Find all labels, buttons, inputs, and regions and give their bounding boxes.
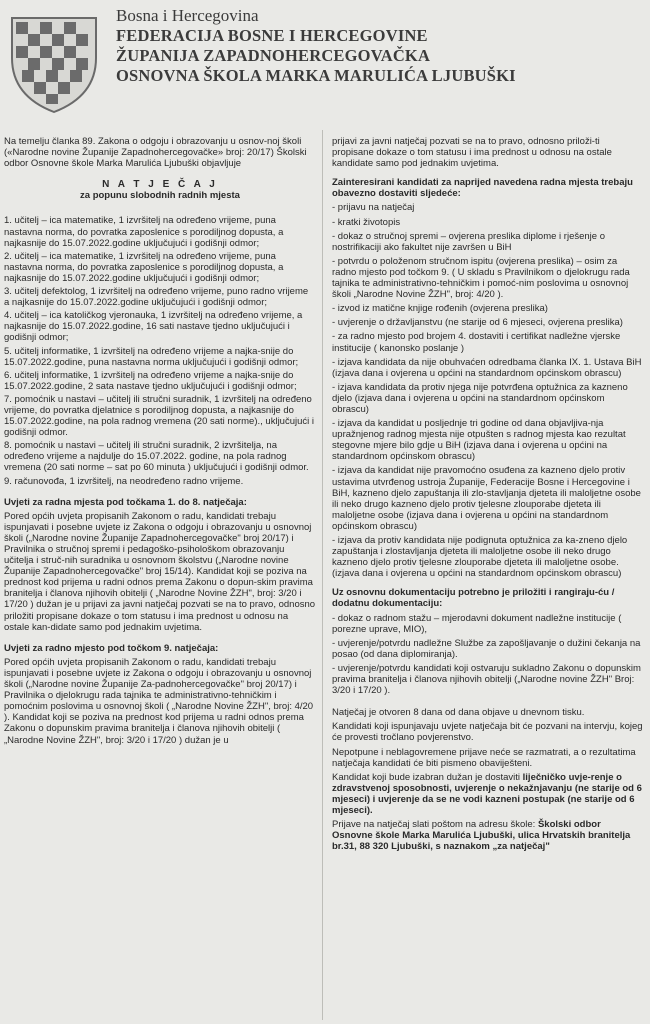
position-item: 6. učitelj informatike, 1 izvršitelj na određeno vrijeme a najka-snije do 15.07.2022.godine, 2 sata nastave tjedno uključujući i godišnji odmor; [4,369,297,392]
selected-candidate-docs: liječničko uvje-renje o zdravstvenoj sposobnosti, uvjerenje o nekažnjavanju (ne starije od 6 mjeseci) i uvjerenje da se ne vodi kazneni postupak (ne starije od 6 mjeseci). [332,771,642,816]
conditions-9-continued: prijavi za javni natječaj pozvati se na to pravo, odnosno priloži-ti propisane dokaze o tom statusu i ima prednost u odnosu na ostale kandidate samo pod jednakim uvjetima. [332,136,612,170]
position-item: 1. učitelj – ica matematike, 1 izvršitelj na određeno vrijeme, puna nastavna norma, do povratka zaposlenice s porodiljnog dopusta, a najkasnije do 15.07.2022.godine uključujući i godišnji odmor; [4,215,284,249]
required-doc-item: - izjava da kandidat nije pravomoćno osuđena za kazneno djelo protiv ustavima utvrđenog ustroja Županije, Federacije Bosne i Hercegovine i BiH, kazneno djelo zapuštanja ili zlo-stavljanja djeteta ili maloljetne osobe ili neko drugo kazneno djelo protiv tjelesne zlouporabe djeteta ili maloljetne osobe (izjava dana i ovjerena u općini na standardnom općinskom obrascu) [332,465,641,532]
required-doc-item: - potvrdu o položenom stručnom ispitu (ovjerena preslika) – osim za radno mjesto pod točkom 9. ( U skladu s Pravilnikom o djelokrugu rada tajnika te administrativno-tehničkim i pomoć-nim poslovima u osnovnoj školi „Narodne Novine ŽZH", broj: 4/20 ). [332,255,630,301]
federation-name: FEDERACIJA BOSNE I HERCEGOVINE [116,26,428,45]
required-doc-item: - prijavu na natječaj [332,202,415,214]
header-text [116,6,646,86]
conditions-1-8-text: Pored općih uvjeta propisanih Zakonom o radu, kandidati trebaju ispunjavati i posebne uvjete iz Zakona o odgoju i obrazovanju u osnovnoj školi („Narodne novine Županije Zapadnohercegovačke" broj 20/17) i Pravilnika o stručnoj spremi i pedagoško-psihološkom obrazovanju učitelja i struč-nih suradnika u osnovnom školstvu („Narodne novine Županije Zapadnohercegovačke" broj 15/14). Kandidat koji se poziva na prednost kod prijema u radni odnos prema Zakonu o dopun-skim pravima branitelja i članova njihovih obitelji ( „Narodne Novine ŽZH", broj: 3/20 i 17/20 ) dužan je u prijavi za javni natječaj pozvati se na to pravo, odnosno priložiti propisane dokaze o tom statusu i ima prednost u odnosu na ostale kan-didate samo pod jednakim uvjetima. [4,510,316,633]
intro-text: Na temelju članka 89. Zakona o odgoju i obrazovanju u osnov-noj školi («Narodne novine Županije Zapadnohercegovačke» broj: 20/17) Školski odbor Osnovne škole Marka Marulića Ljubuški objavljuje [4,136,307,170]
notice-subtitle: za popunu slobodnih radnih mjesta [80,190,240,202]
required-docs-title: Zainteresirani kandidati za naprijed navedena radna mjesta trebaju obavezno dostaviti sljedeće: [332,177,633,200]
conditions-9-text: Pored općih uvjeta propisanih Zakonom o radu, kandidati trebaju ispunjavati i posebne uvjete iz Zakona o odgoju i obrazovanju u osnovnoj školi („Narodne novine Županije Za-padnohercegovačke" broj 20/17) i Pravilnika o djelokrugu rada tajnika te administrativno-tehničkim i pomoćnim poslovima u osnovnoj školi ( „Narodne Novine ŽZH", broj: 4/20 ). Kandidat koji se poziva na prednost kod prijema u radni odnos prema Zakonu o dopunskim pravima branitelja i članova njihovih obitelji ( „Narodne Novine ŽZH", broj: 3/20 i 17/20 ) dužan je u [4,656,314,746]
county-name: ŽUPANIJA ZAPADNOHERCEGOVAČKA [116,46,431,65]
selected-candidate-lead: Kandidat koji bude izabran dužan je dostaviti [332,771,523,783]
left-column [4,136,316,748]
position-item: 3. učitelj defektolog, 1 izvršitelj na određeno vrijeme, puno radno vrijeme a najkasnije do 15.07.2022.godine uključujući i godišnji odmor; [4,286,309,309]
incomplete-applications-text: Nepotpune i neblagovremene prijave neće se razmatrati, a o rezultatima natječaja kandidati će biti pismeno obaviješteni. [332,746,636,769]
conditions-9-title: Uvjeti za radno mjesto pod točkom 9. natječaja: [4,642,219,654]
position-item: 4. učitelj – ica katoličkog vjeronauka, 1 izvršitelj na određeno vrijeme, a najkasnije do 15.07.2022.godine, 16 sati nastave tjedno uključujući i godišnji odmor; [4,310,303,344]
header [0,0,650,118]
required-doc-item: - izjava kandidata da nije obuhvaćen odredbama članka IX. 1. Ustava BiH (izjava dana i ovjerena u općini na standardnom općinskom obrascu) [332,356,642,379]
additional-docs-title: Uz osnovnu dokumentaciju potrebno je priložiti i rangiraju-ću / dodatnu dokumentaciju: [332,587,615,610]
right-column [332,136,644,855]
required-doc-item: - izjava da protiv kandidata nije podignuta optužnica za ka-zneno djelo zapuštanja i zlostavljanja djeteta ili maloljetne osobe ili neko drugo kazneno djelo protiv tjelesne zlouporabe djeteta ili maloljetne osobe. (izjava dana i ovjerena u općini na standardnom općinskom obrascu) [332,535,628,580]
additional-doc-item: - dokaz o radnom stažu – mjerodavni dokument nadležne institucije ( porezne uprave, MIO), [332,612,622,635]
additional-doc-item: - uvjerenje/potvrdu kandidati koji ostvaruju sukladno Zakonu o dopunskim pravima branitelja i članova njihovih obitelji („Narodne novine ŽZH" Broj: 3/20 i 17/20 ). [332,662,641,697]
position-item: 7. pomoćnik u nastavi – učitelj ili stručni suradnik, 1 izvršitelj na određeno vrijeme, do povratka djelatnice s porodiljnog dopusta, a najkasnije do 15.07.2022.godine, na pola radnog vremena (20 sati norme)., uključujući i godišnji odmor. [4,393,314,439]
position-item: 5. učitelj informatike, 1 izvršitelj na određeno vrijeme a najka-snije do 15.07.2022.godine, puna nastavna norma uključujući i godišnji odmor; [4,345,299,368]
country-name: Bosna i Hercegovina [116,6,259,25]
open-period-text: Natječaj je otvoren 8 dana od dana objave u dnevnom tisku. [332,707,585,719]
required-doc-item: - uvjerenje o državljanstvu (ne starije od 6 mjeseci, ovjerena preslika) [332,317,623,329]
selected-candidate-text [332,772,644,816]
position-item: 9. računovođa, 1 izvršitelj, na neodređeno radno vrijeme. [4,475,244,487]
interview-text: Kandidati koji ispunjavaju uvjete natječaja bit će pozvani na intervju, kojeg će provesti tročlano povjerenstvo. [332,721,643,744]
submission-address-text [332,819,644,852]
required-doc-item: - izjava da kandidat u posljednje tri godine od dana objavljiva-nja upražnjenog radnog mjesta nije otpušten s radnog mjesta kao rezultat stegovne mjere bilo gdje u BiH (izjava dana i ovjerena u općini na standardnom općinskom obrascu) [332,418,626,463]
column-divider [322,130,323,1020]
notice-title: N A T J E Č A J [102,179,218,191]
submission-lead: Prijave na natječaj slati poštom na adresu škole: [332,819,538,831]
position-item: 2. učitelj – ica matematike, 1 izvršitelj na određeno vrijeme, puna nastavna norma, do povratka zaposlenice s porodiljnog dopusta, a najkasnije do 15.07.2022.godine uključujući i godišnji odmor; [4,250,284,284]
required-doc-item: - dokaz o stručnoj spremi – ovjerena preslika diplome i rješenje o nostrifikaciji ako fakultet nije završen u BiH [332,230,605,253]
school-name: OSNOVNA ŠKOLA MARKA MARULIĆA LJUBUŠKI [116,66,516,85]
coat-of-arms-icon [8,14,100,114]
additional-doc-item: - uvjerenje/potvrdu nadležne Službe za zapošljavanje o dužini čekanja na posao (od dana diplomiranja). [332,637,641,660]
position-item: 8. pomoćnik u nastavi – učitelj ili stručni suradnik, 2 izvršitelja, na određeno vrijeme a najdulje do 15.07.2022. godine, na pola radnog vremena (20 sati norme – sat po 60 minuta ) uključujući i godišnji odmor. [4,440,309,474]
required-doc-item: - izjava kandidata da protiv njega nije potvrđena optužnica za kazneno djelo (izjava dana i ovjerena u općini na standardnom općinskom obrascu) [332,381,628,415]
required-doc-item: - izvod iz matične knjige rođenih (ovjerena preslika) [332,303,548,315]
submission-address: Školski odbor Osnovne škole Marka Marulića Ljubuški, ulica Hrvatskih branitelja br.31, 88 320 Ljubuški, s naznakom „za natječaj" [332,819,631,853]
conditions-1-8-title: Uvjeti za radna mjesta pod točkama 1. do 8. natječaja: [4,496,247,508]
required-doc-item: - za radno mjesto pod brojem 4. dostaviti i certifikat nadležne vjerske institucije ( kanonsko poslanje ) [332,331,621,354]
required-doc-item: - kratki životopis [332,216,401,228]
